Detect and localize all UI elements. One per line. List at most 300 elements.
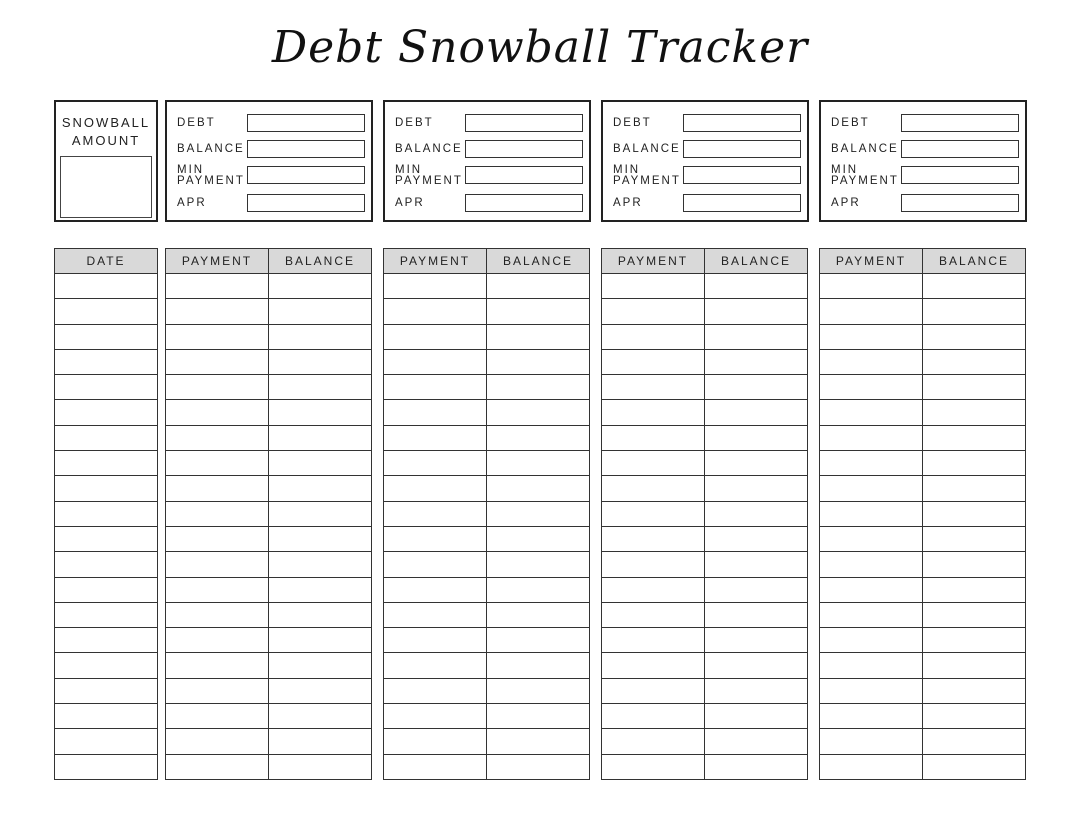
balance-cell[interactable] [705,704,808,729]
table-row [820,375,1026,400]
table-row [55,678,158,703]
payment-cell[interactable] [384,400,487,425]
payment-cell[interactable] [602,628,705,653]
balance-cell[interactable] [923,653,1026,678]
payment-cell[interactable] [820,324,923,349]
balance-cell[interactable] [269,678,372,703]
table-row [602,602,808,627]
balance-cell[interactable] [923,704,1026,729]
balance-cell[interactable] [923,274,1026,299]
payment-cell[interactable] [166,552,269,577]
balance-cell[interactable] [705,274,808,299]
balance-cell[interactable] [269,274,372,299]
date-cell[interactable] [55,451,158,476]
table-row [384,552,590,577]
debt-apr-field[interactable] [247,194,365,212]
payment-cell[interactable] [602,729,705,754]
debt-min-payment-row [177,166,371,186]
debt-balance-label: BALANCE [395,143,463,155]
table-row [55,628,158,653]
balance-cell[interactable] [269,501,372,526]
balance-cell[interactable] [923,375,1026,400]
balance-cell[interactable] [705,729,808,754]
balance-cell[interactable] [269,349,372,374]
balance-cell[interactable] [923,552,1026,577]
date-cell[interactable] [55,425,158,450]
debt-debt-row [613,114,807,134]
payment-cell[interactable] [820,653,923,678]
debt-info-box-3 [601,100,809,222]
table-row [55,729,158,754]
table-row [820,324,1026,349]
balance-cell[interactable] [487,754,590,779]
table-row [820,526,1026,551]
debt-balance-row [395,140,589,160]
payment-cell[interactable] [166,324,269,349]
payment-cell[interactable] [166,754,269,779]
balance-cell[interactable] [487,349,590,374]
payment-cell[interactable] [384,299,487,324]
balance-cell[interactable] [705,324,808,349]
balance-cell[interactable] [269,526,372,551]
balance-cell[interactable] [269,577,372,602]
balance-cell[interactable] [487,501,590,526]
payment-cell[interactable] [602,400,705,425]
balance-header: BALANCE [705,249,808,274]
header-row [820,249,1026,274]
debt-balance-row [613,140,807,160]
table-row [166,451,372,476]
payment-cell[interactable] [384,628,487,653]
payment-cell[interactable] [602,577,705,602]
table-row [166,729,372,754]
balance-cell[interactable] [923,299,1026,324]
debt-balance-field[interactable] [901,140,1019,158]
table-row [602,324,808,349]
balance-cell[interactable] [705,375,808,400]
date-cell[interactable] [55,349,158,374]
payment-cell[interactable] [820,349,923,374]
payment-cell[interactable] [384,602,487,627]
balance-cell[interactable] [705,400,808,425]
snowball-amount-field[interactable] [60,156,152,218]
debt-apr-row [395,194,589,214]
table-row [384,526,590,551]
debt-balance-label: BALANCE [613,143,681,155]
debt-min-payment-label: MIN PAYMENT [395,164,463,187]
balance-cell[interactable] [487,577,590,602]
debt-balance-label: BALANCE [831,143,899,155]
payment-cell[interactable] [384,704,487,729]
payment-cell[interactable] [602,451,705,476]
balance-cell[interactable] [923,577,1026,602]
table-row [602,274,808,299]
table-row [55,324,158,349]
table-row [55,602,158,627]
table-row [166,526,372,551]
table-row [384,653,590,678]
debt-table-2 [383,248,590,780]
table-row [55,577,158,602]
debt-min-payment-field[interactable] [247,166,365,184]
date-cell[interactable] [55,602,158,627]
date-cell[interactable] [55,653,158,678]
table-row [602,425,808,450]
date-cell[interactable] [55,375,158,400]
table-row [384,628,590,653]
balance-cell[interactable] [923,602,1026,627]
table-row [384,299,590,324]
header-row [166,249,372,274]
table-row [166,628,372,653]
payment-cell[interactable] [602,476,705,501]
table-row [55,274,158,299]
balance-cell[interactable] [923,400,1026,425]
balance-cell[interactable] [269,704,372,729]
table-row [384,704,590,729]
balance-cell[interactable] [923,754,1026,779]
payment-cell[interactable] [166,653,269,678]
balance-cell[interactable] [705,552,808,577]
balance-cell[interactable] [487,602,590,627]
payment-header: PAYMENT [602,249,705,274]
payment-cell[interactable] [820,400,923,425]
payment-cell[interactable] [820,375,923,400]
balance-cell[interactable] [269,476,372,501]
payment-cell[interactable] [602,678,705,703]
table-row [602,299,808,324]
table-row [384,501,590,526]
balance-cell[interactable] [487,552,590,577]
table-row [55,653,158,678]
table-row [166,375,372,400]
payment-cell[interactable] [602,526,705,551]
balance-cell[interactable] [487,375,590,400]
payment-cell[interactable] [820,754,923,779]
balance-cell[interactable] [269,602,372,627]
payment-cell[interactable] [820,729,923,754]
balance-cell[interactable] [705,628,808,653]
balance-cell[interactable] [705,299,808,324]
payment-cell[interactable] [166,451,269,476]
table-row [602,349,808,374]
debt-apr-label: APR [395,197,425,209]
balance-cell[interactable] [269,451,372,476]
balance-cell[interactable] [705,678,808,703]
payment-cell[interactable] [820,425,923,450]
table-row [384,602,590,627]
payment-cell[interactable] [602,375,705,400]
payment-cell[interactable] [384,425,487,450]
debt-debt-field[interactable] [247,114,365,132]
date-cell[interactable] [55,324,158,349]
date-cell[interactable] [55,729,158,754]
balance-cell[interactable] [923,501,1026,526]
payment-cell[interactable] [166,400,269,425]
payment-cell[interactable] [602,274,705,299]
date-cell[interactable] [55,754,158,779]
table-row [384,425,590,450]
debt-table-4 [819,248,1026,780]
date-cell[interactable] [55,526,158,551]
table-row [602,501,808,526]
table-row [166,678,372,703]
date-cell[interactable] [55,552,158,577]
balance-cell[interactable] [923,451,1026,476]
balance-cell[interactable] [923,349,1026,374]
debt-min-payment-label: MIN PAYMENT [831,164,899,187]
debt-apr-row [831,194,1025,214]
payment-cell[interactable] [602,552,705,577]
balance-cell[interactable] [269,425,372,450]
payment-cell[interactable] [166,678,269,703]
payment-cell[interactable] [820,501,923,526]
payment-cell[interactable] [166,577,269,602]
balance-cell[interactable] [269,754,372,779]
payment-cell[interactable] [166,729,269,754]
balance-cell[interactable] [269,653,372,678]
payment-cell[interactable] [166,375,269,400]
date-cell[interactable] [55,400,158,425]
table-row [384,324,590,349]
debt-apr-label: APR [613,197,643,209]
payment-cell[interactable] [166,349,269,374]
balance-cell[interactable] [269,375,372,400]
balance-cell[interactable] [705,653,808,678]
payment-cell[interactable] [820,704,923,729]
payment-cell[interactable] [384,552,487,577]
table-row [820,729,1026,754]
table-row [384,375,590,400]
payment-cell[interactable] [602,602,705,627]
payment-cell[interactable] [602,324,705,349]
payment-cell[interactable] [384,274,487,299]
balance-cell[interactable] [487,653,590,678]
table-row [820,602,1026,627]
balance-cell[interactable] [923,526,1026,551]
payment-cell[interactable] [602,349,705,374]
debt-debt-label: DEBT [613,117,652,129]
payment-cell[interactable] [602,299,705,324]
table-row [384,476,590,501]
payment-cell[interactable] [384,324,487,349]
debt-debt-row [831,114,1025,134]
payment-cell[interactable] [166,501,269,526]
balance-cell[interactable] [487,678,590,703]
balance-cell[interactable] [923,729,1026,754]
date-cell[interactable] [55,628,158,653]
debt-apr-field[interactable] [683,194,801,212]
debt-apr-field[interactable] [465,194,583,212]
balance-cell[interactable] [705,476,808,501]
balance-cell[interactable] [705,451,808,476]
payment-cell[interactable] [384,375,487,400]
date-cell[interactable] [55,274,158,299]
payment-cell[interactable] [166,274,269,299]
balance-cell[interactable] [705,425,808,450]
debt-debt-row [177,114,371,134]
payment-cell[interactable] [384,653,487,678]
balance-cell[interactable] [269,729,372,754]
payment-cell[interactable] [820,628,923,653]
balance-cell[interactable] [705,349,808,374]
balance-cell[interactable] [269,299,372,324]
balance-cell[interactable] [487,451,590,476]
table-row [602,653,808,678]
payment-cell[interactable] [384,754,487,779]
balance-cell[interactable] [487,704,590,729]
debt-apr-field[interactable] [901,194,1019,212]
payment-cell[interactable] [602,704,705,729]
table-row [55,400,158,425]
debt-debt-field[interactable] [465,114,583,132]
date-cell[interactable] [55,704,158,729]
table-row [820,653,1026,678]
payment-cell[interactable] [820,552,923,577]
balance-cell[interactable] [269,552,372,577]
payment-cell[interactable] [820,274,923,299]
payment-cell[interactable] [166,704,269,729]
balance-cell[interactable] [487,476,590,501]
date-cell[interactable] [55,678,158,703]
debt-min-payment-field[interactable] [683,166,801,184]
date-cell[interactable] [55,577,158,602]
table-row [602,628,808,653]
date-cell[interactable] [55,299,158,324]
table-row [55,349,158,374]
table-row [820,274,1026,299]
balance-cell[interactable] [923,678,1026,703]
balance-cell[interactable] [705,526,808,551]
balance-cell[interactable] [269,400,372,425]
date-cell[interactable] [55,476,158,501]
payment-cell[interactable] [384,729,487,754]
debt-debt-label: DEBT [177,117,216,129]
payment-cell[interactable] [820,299,923,324]
payment-cell[interactable] [602,501,705,526]
payment-cell[interactable] [384,476,487,501]
debt-balance-field[interactable] [683,140,801,158]
table-row [166,274,372,299]
table-row [55,425,158,450]
balance-cell[interactable] [487,425,590,450]
balance-cell[interactable] [487,324,590,349]
payment-cell[interactable] [384,678,487,703]
table-row [55,552,158,577]
debt-apr-row [177,194,371,214]
table-row [384,400,590,425]
payment-cell[interactable] [820,678,923,703]
payment-cell[interactable] [166,425,269,450]
table-row [820,425,1026,450]
table-row [55,375,158,400]
balance-cell[interactable] [923,628,1026,653]
balance-cell[interactable] [269,324,372,349]
debt-info-box-4 [819,100,1027,222]
payment-cell[interactable] [166,476,269,501]
table-row [820,349,1026,374]
payment-cell[interactable] [384,451,487,476]
table-row [820,754,1026,779]
table-row [820,577,1026,602]
table-row [602,375,808,400]
header-row [55,249,158,274]
balance-cell[interactable] [487,400,590,425]
payment-cell[interactable] [820,476,923,501]
payment-cell[interactable] [820,451,923,476]
balance-cell[interactable] [923,425,1026,450]
payment-cell[interactable] [602,425,705,450]
debt-debt-field[interactable] [901,114,1019,132]
table-row [166,476,372,501]
table-row [166,653,372,678]
table-row [820,451,1026,476]
payment-cell[interactable] [166,526,269,551]
balance-cell[interactable] [705,754,808,779]
table-row [55,754,158,779]
payment-cell[interactable] [820,577,923,602]
table-row [602,754,808,779]
table-row [384,754,590,779]
table-row [602,704,808,729]
table-row [55,501,158,526]
debt-min-payment-row [831,166,1025,186]
payment-cell[interactable] [384,349,487,374]
balance-cell[interactable] [487,628,590,653]
debt-balance-field[interactable] [465,140,583,158]
debt-table-3 [601,248,808,780]
payment-cell[interactable] [166,602,269,627]
table-row [820,476,1026,501]
debt-min-payment-field[interactable] [465,166,583,184]
balance-cell[interactable] [923,476,1026,501]
payment-cell[interactable] [820,526,923,551]
balance-cell[interactable] [487,729,590,754]
payment-cell[interactable] [820,602,923,627]
table-row [602,526,808,551]
date-header: DATE [55,249,158,274]
balance-cell[interactable] [487,299,590,324]
debt-min-payment-row [395,166,589,186]
table-row [602,476,808,501]
balance-cell[interactable] [487,274,590,299]
payment-cell[interactable] [384,577,487,602]
table-row [820,501,1026,526]
debt-balance-field[interactable] [247,140,365,158]
balance-cell[interactable] [705,577,808,602]
payment-cell[interactable] [384,501,487,526]
date-table [54,248,158,780]
payment-cell[interactable] [384,526,487,551]
payment-cell[interactable] [166,628,269,653]
balance-cell[interactable] [269,628,372,653]
balance-cell[interactable] [705,602,808,627]
payment-header: PAYMENT [820,249,923,274]
payment-cell[interactable] [602,754,705,779]
snowball-amount-box [54,100,158,222]
balance-cell[interactable] [487,526,590,551]
debt-min-payment-field[interactable] [901,166,1019,184]
table-row [602,678,808,703]
date-cell[interactable] [55,501,158,526]
debt-balance-row [831,140,1025,160]
balance-cell[interactable] [705,501,808,526]
payment-cell[interactable] [166,299,269,324]
debt-debt-field[interactable] [683,114,801,132]
payment-cell[interactable] [602,653,705,678]
balance-cell[interactable] [923,324,1026,349]
table-row [55,476,158,501]
